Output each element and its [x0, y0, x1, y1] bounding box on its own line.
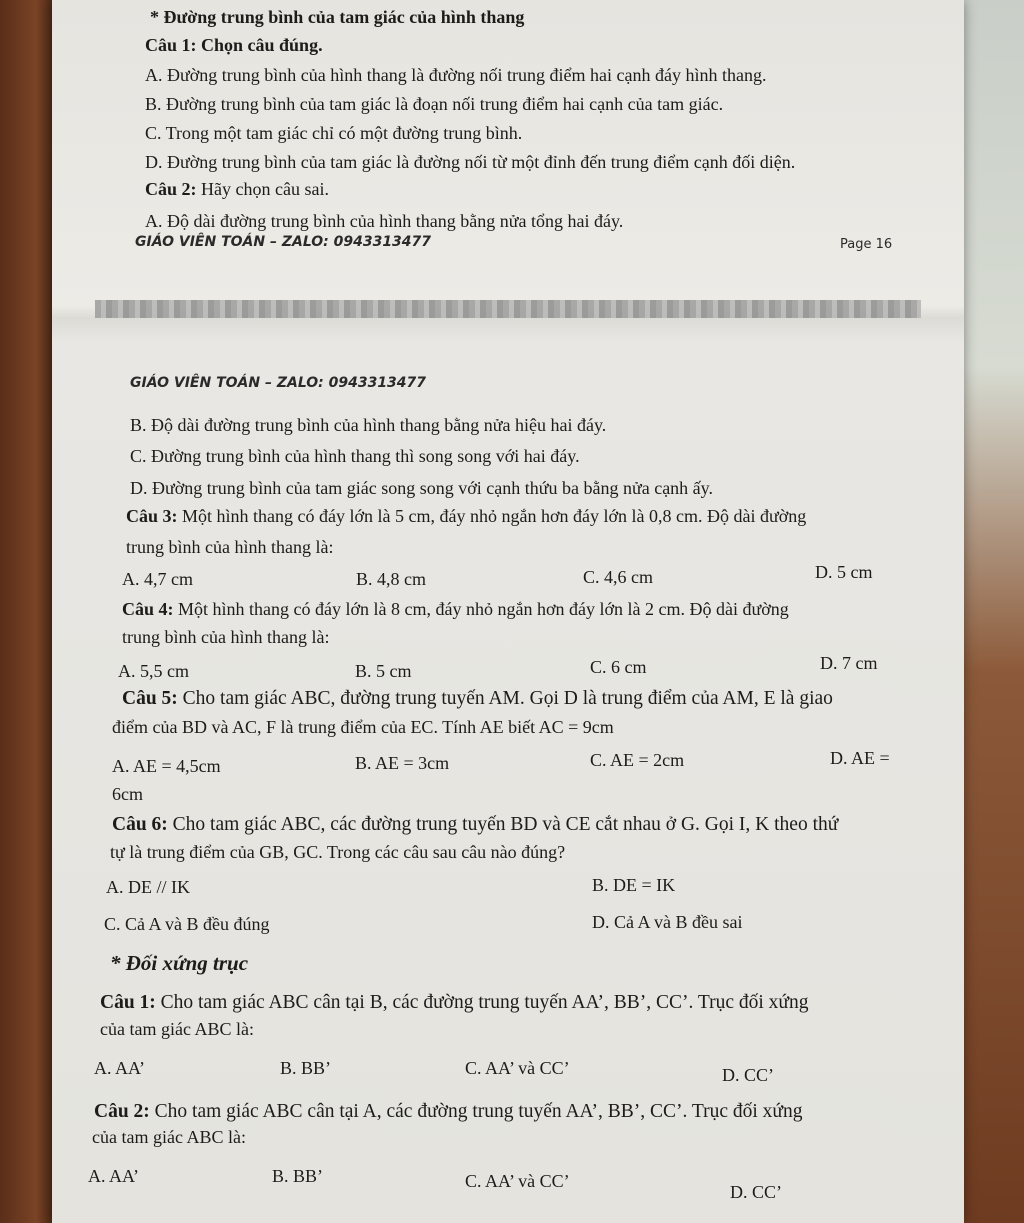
page-separator: [95, 300, 921, 318]
q5-option-c: C. AE = 2cm: [590, 750, 685, 770]
question-6: [112, 815, 838, 835]
question-label: Câu 4:: [122, 599, 174, 619]
question-text: Cho tam giác ABC cân tại B, các đường trung tuyến AA’, BB’, CC’. Trục đối xứng: [160, 992, 809, 1013]
q1-option-a: A. Đường trung bình của hình thang là đường nối trung điểm hai cạnh đáy hình thang.: [145, 65, 767, 85]
s2q1-option-c: C. AA’ và CC’: [465, 1058, 570, 1078]
question-4: [122, 600, 789, 618]
question-6-cont: tự là trung điểm của GB, GC. Trong các câu sau câu nào đúng?: [110, 842, 566, 862]
symmetry-question-2-cont: của tam giác ABC là:: [92, 1127, 246, 1147]
question-label: Câu 2:: [145, 179, 197, 199]
question-label: Câu 1:: [100, 992, 156, 1013]
table-edge-right: [954, 0, 1024, 1223]
question-2: [145, 180, 329, 198]
question-text: Cho tam giác ABC, các đường trung tuyến BD và CE cắt nhau ở G. Gọi I, K theo thứ: [172, 814, 839, 835]
q4-option-c: C. 6 cm: [590, 657, 647, 677]
q4-option-d: D. 7 cm: [820, 653, 878, 673]
q4-option-a: A. 5,5 cm: [118, 661, 189, 681]
question-text: Một hình thang có đáy lớn là 8 cm, đáy nhỏ ngắn hơn đáy lớn là 2 cm. Độ dài đường: [178, 599, 789, 619]
question-4-cont: trung bình của hình thang là:: [122, 627, 330, 647]
s2q2-option-b: B. BB’: [272, 1166, 324, 1186]
q3-option-d: D. 5 cm: [815, 562, 873, 582]
q2-option-c: C. Đường trung bình của hình thang thì song song với hai đáy.: [130, 446, 580, 466]
section-title: * Đường trung bình của tam giác của hình thang: [150, 7, 525, 27]
question-text: Một hình thang có đáy lớn là 5 cm, đáy nhỏ ngắn hơn đáy lớn là 0,8 cm. Độ dài đường: [182, 506, 807, 526]
question-text: Cho tam giác ABC cân tại A, các đường trung tuyến AA’, BB’, CC’. Trục đối xứng: [154, 1101, 803, 1122]
q3-option-b: B. 4,8 cm: [356, 569, 426, 589]
q6-option-b: B. DE = IK: [592, 875, 676, 895]
page-header: GIÁO VIÊN TOÁN – ZALO: 0943313477: [130, 375, 427, 391]
q3-option-a: A. 4,7 cm: [122, 569, 193, 589]
q1-option-b: B. Đường trung bình của tam giác là đoạn nối trung điểm hai cạnh của tam giác.: [145, 94, 724, 114]
symmetry-question-1-cont: của tam giác ABC là:: [100, 1019, 254, 1039]
s2q1-option-a: A. AA’: [94, 1058, 146, 1078]
question-3: [126, 507, 806, 525]
question-label: Câu 5:: [122, 688, 178, 709]
q6-option-a: A. DE // IK: [106, 877, 190, 897]
q1-option-d: D. Đường trung bình của tam giác là đường nối từ một đỉnh đến trung điểm cạnh đối diện.: [145, 152, 796, 172]
question-label: Câu 3:: [126, 506, 178, 526]
q4-option-b: B. 5 cm: [355, 661, 412, 681]
question-1: [145, 36, 323, 54]
table-edge-left: [0, 0, 60, 1223]
q3-option-c: C. 4,6 cm: [583, 567, 653, 587]
section-title-symmetry: * Đối xứng trục: [110, 951, 249, 975]
q2-option-a: A. Độ dài đường trung bình của hình thang bằng nửa tổng hai đáy.: [145, 211, 624, 231]
question-5: [122, 689, 833, 709]
symmetry-question-2: [94, 1102, 803, 1122]
question-text: Chọn câu đúng.: [201, 35, 323, 55]
question-5-cont: điểm của BD và AC, F là trung điểm của EC. Tính AE biết AC = 9cm: [112, 717, 614, 737]
question-3-cont: trung bình của hình thang là:: [126, 537, 334, 557]
symmetry-question-1: [100, 993, 809, 1013]
s2q2-option-d: D. CC’: [730, 1182, 783, 1202]
q1-option-c: C. Trong một tam giác chỉ có một đường trung bình.: [145, 123, 523, 143]
q5-option-d-cont: 6cm: [112, 784, 143, 804]
question-label: Câu 1:: [145, 35, 197, 55]
s2q2-option-c: C. AA’ và CC’: [465, 1171, 570, 1191]
q2-option-b: B. Độ dài đường trung bình của hình thang bằng nửa hiệu hai đáy.: [130, 415, 607, 435]
q5-option-a: A. AE = 4,5cm: [112, 756, 221, 776]
q2-option-d: D. Đường trung bình của tam giác song song với cạnh thứu ba bằng nửa cạnh ấy.: [130, 478, 714, 498]
question-text: Cho tam giác ABC, đường trung tuyến AM. Gọi D là trung điểm của AM, E là giao: [182, 688, 833, 709]
s2q1-option-b: B. BB’: [280, 1058, 332, 1078]
question-label: Câu 2:: [94, 1101, 150, 1122]
page-footer: GIÁO VIÊN TOÁN – ZALO: 0943313477: [135, 234, 432, 250]
s2q1-option-d: D. CC’: [722, 1065, 775, 1085]
page-number: Page 16: [840, 237, 893, 252]
s2q2-option-a: A. AA’: [88, 1166, 140, 1186]
q6-option-c: C. Cả A và B đều đúng: [104, 914, 270, 934]
question-label: Câu 6:: [112, 814, 168, 835]
q6-option-d: D. Cả A và B đều sai: [592, 912, 743, 932]
q5-option-d: D. AE =: [830, 748, 890, 768]
question-text: Hãy chọn câu sai.: [201, 179, 329, 199]
q5-option-b: B. AE = 3cm: [355, 753, 450, 773]
